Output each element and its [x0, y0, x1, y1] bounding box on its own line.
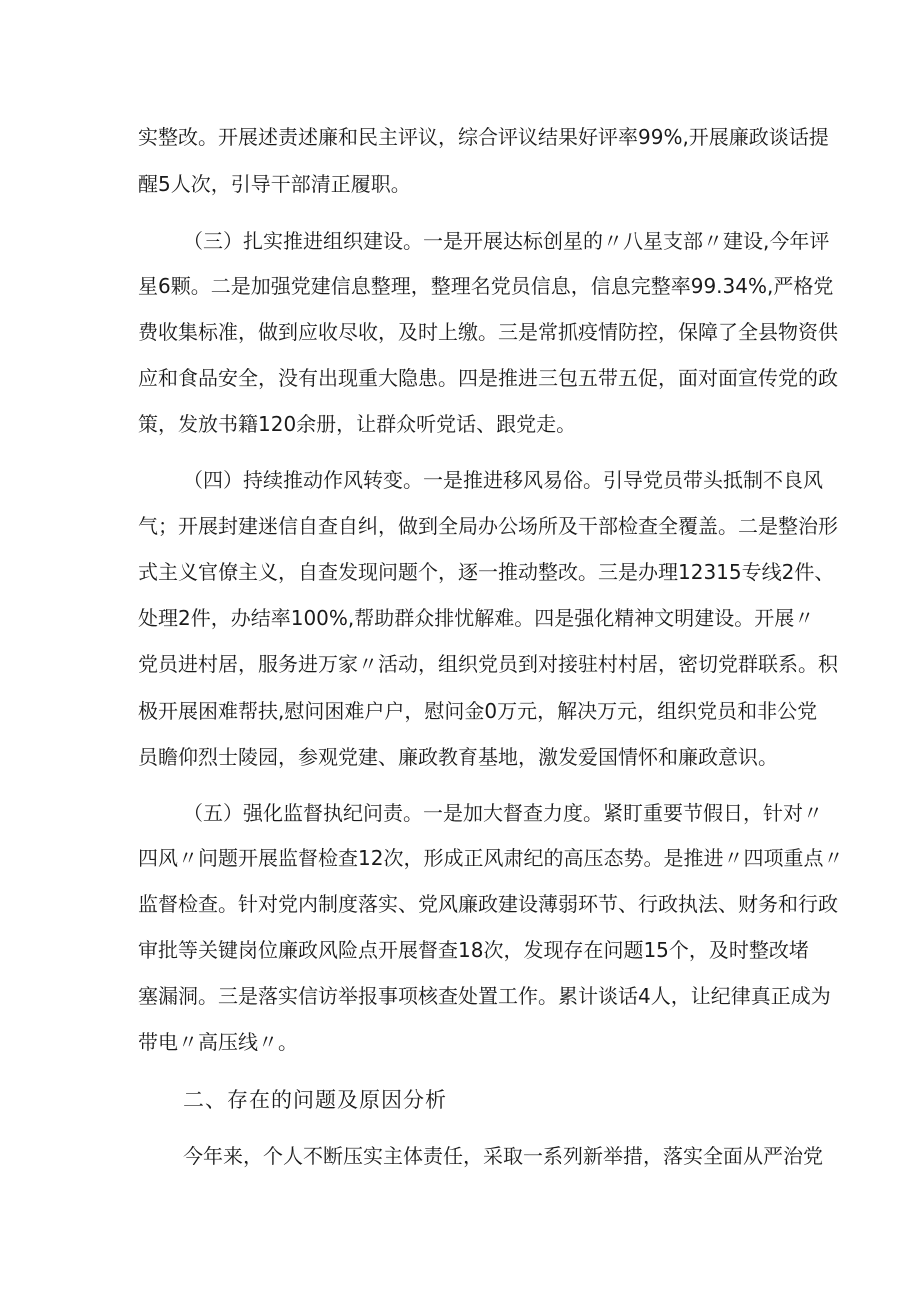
- paragraph-3-line-2: 气；开展封建迷信自查自纠，做到全局办公场所及干部检查全覆盖。二是整治形: [138, 514, 838, 538]
- paragraph-4-line-6: 带电〃高压线〃。: [138, 1030, 298, 1054]
- paragraph-3-line-3: 式主义官僚主义，自查发现问题个，逐一推动整改。三是办理12315专线2件、: [138, 560, 835, 584]
- final-paragraph-line-1: 今年来，个人不断压实主体责任，采取一系列新举措，落实全面从严治党: [183, 1144, 823, 1168]
- paragraph-1-line-1: 实整改。开展述责述廉和民主评议，综合评议结果好评率99%,开展廉政谈话提: [138, 125, 829, 149]
- paragraph-1-line-2: 醒5人次，引导干部清正履职。: [138, 172, 411, 196]
- paragraph-3-line-5: 党员进村居，服务进万家〃活动，组织党员到对接驻村村居，密切党群联系。积: [138, 652, 838, 676]
- paragraph-4-line-1: （五）强化监督执纪问责。一是加大督查力度。紧盯重要节假日，针对〃: [183, 801, 823, 825]
- paragraph-2-line-3: 费收集标准，做到应收尽收，及时上缴。三是常抓疫情防控，保障了全县物资供: [138, 320, 838, 344]
- paragraph-4-line-5: 塞漏洞。三是落实信访举报事项核查处置工作。累计谈话4人，让纪律真正成为: [138, 984, 831, 1008]
- paragraph-2-line-2: 星6颗。二是加强党建信息整理，整理名党员信息，信息完整率99.34%,严格党: [138, 274, 834, 298]
- paragraph-3-line-1: （四）持续推动作风转变。一是推进移风易俗。引导党员带头抵制不良风: [183, 468, 823, 492]
- paragraph-3-line-4: 处理2件，办结率100%,帮助群众排忧解难。四是强化精神文明建设。开展〃: [138, 606, 815, 630]
- paragraph-4-line-3: 监督检查。针对党内制度落实、党风廉政建设薄弱环节、行政执法、财务和行政: [138, 892, 838, 916]
- paragraph-2-line-1: （三）扎实推进组织建设。一是开展达标创星的〃八星支部〃建设,今年评: [183, 229, 830, 253]
- section-heading: 二、存在的问题及原因分析: [183, 1088, 447, 1112]
- paragraph-4-line-2: 四风〃问题开展监督检查12次，形成正风肃纪的高压态势。是推进〃四项重点〃: [138, 846, 844, 870]
- paragraph-2-line-5: 策，发放书籍120余册，让群众听党话、跟党走。: [138, 412, 577, 436]
- paragraph-3-line-6: 极开展困难帮扶,慰问困难户户，慰问金0万元，解决万元，组织党员和非公党: [138, 699, 818, 723]
- paragraph-4-line-4: 审批等关键岗位廉政风险点开展督查18次，发现存在问题15个，及时整改堵: [138, 938, 809, 962]
- paragraph-3-line-7: 员瞻仰烈士陵园，参观党建、廉政教育基地，激发爱国情怀和廉政意识。: [138, 745, 778, 769]
- paragraph-2-line-4: 应和食品安全，没有出现重大隐患。四是推进三包五带五促，面对面宣传党的政: [138, 366, 838, 390]
